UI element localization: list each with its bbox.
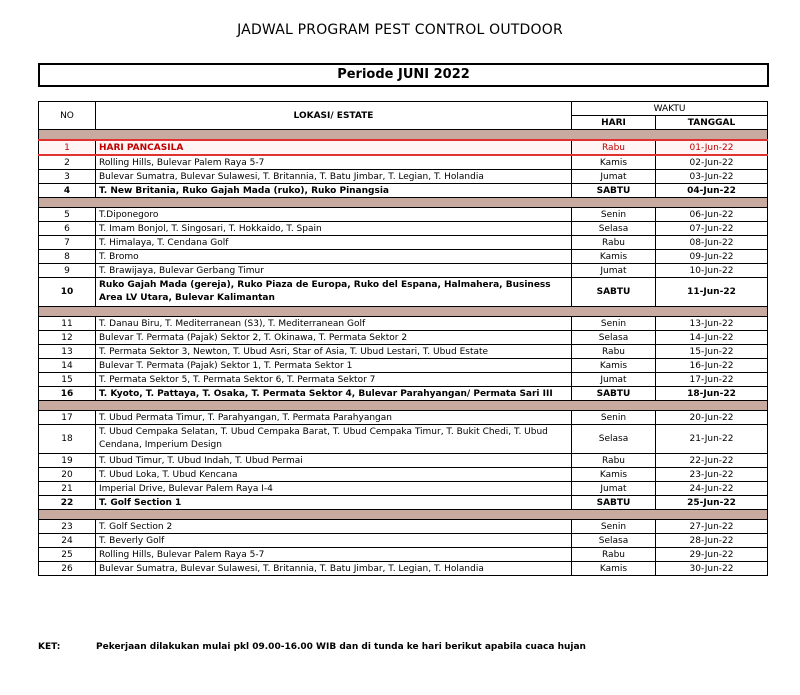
date-cell: 28-Jun-22 [656, 534, 768, 548]
week-separator [39, 198, 768, 208]
row-number-cell: 20 [39, 468, 96, 482]
location-cell: T. Ubud Permata Timur, T. Parahyangan, T. Permata Parahyangan [96, 411, 572, 425]
week-separator [39, 307, 768, 317]
date-cell: 14-Jun-22 [656, 331, 768, 345]
date-cell: 11-Jun-22 [656, 278, 768, 307]
day-cell: SABTU [572, 387, 656, 401]
table-row [39, 534, 768, 548]
table-row [39, 520, 768, 534]
day-cell: Senin [572, 520, 656, 534]
location-cell: Rolling Hills, Bulevar Palem Raya 5-7 [96, 548, 572, 562]
day-cell: Selasa [572, 222, 656, 236]
row-number-cell: 12 [39, 331, 96, 345]
day-cell: Rabu [572, 345, 656, 359]
date-cell: 20-Jun-22 [656, 411, 768, 425]
row-number-cell: 3 [39, 170, 96, 184]
row-number-cell: 14 [39, 359, 96, 373]
row-number-cell: 21 [39, 482, 96, 496]
row-number-cell: 23 [39, 520, 96, 534]
week-separator [39, 130, 768, 141]
separator-cell [39, 198, 768, 208]
table-row [39, 468, 768, 482]
date-cell: 29-Jun-22 [656, 548, 768, 562]
table-row [39, 345, 768, 359]
date-cell: 23-Jun-22 [656, 468, 768, 482]
day-cell: Jumat [572, 373, 656, 387]
document-title: JADWAL PROGRAM PEST CONTROL OUTDOOR [237, 22, 563, 38]
table-row [39, 208, 768, 222]
day-cell: Rabu [572, 454, 656, 468]
date-cell: 10-Jun-22 [656, 264, 768, 278]
day-cell: Jumat [572, 482, 656, 496]
row-number-cell: 24 [39, 534, 96, 548]
table-row [39, 387, 768, 401]
row-number-cell: 8 [39, 250, 96, 264]
note-text: Pekerjaan dilakukan mulai pkl 09.00-16.00 WIB dan di tunda ke hari berikut apabila cuaca hujan [96, 642, 586, 652]
location-cell: T. Ubud Timur, T. Ubud Indah, T. Ubud Permai [96, 454, 572, 468]
header-tanggal: TANGGAL [656, 116, 768, 130]
date-cell: 21-Jun-22 [656, 425, 768, 454]
day-cell: Selasa [572, 534, 656, 548]
date-cell: 24-Jun-22 [656, 482, 768, 496]
date-cell: 27-Jun-22 [656, 520, 768, 534]
header-lokasi: LOKASI/ ESTATE [96, 102, 572, 130]
separator-cell [39, 510, 768, 520]
day-cell: Senin [572, 208, 656, 222]
header-waktu: WAKTU [572, 102, 768, 116]
date-cell: 08-Jun-22 [656, 236, 768, 250]
date-cell: 17-Jun-22 [656, 373, 768, 387]
table-row [39, 482, 768, 496]
day-cell: Kamis [572, 250, 656, 264]
day-cell: Kamis [572, 468, 656, 482]
row-number-cell: 7 [39, 236, 96, 250]
location-cell: T. Brawijaya, Bulevar Gerbang Timur [96, 264, 572, 278]
day-cell: Jumat [572, 170, 656, 184]
day-cell: Selasa [572, 425, 656, 454]
row-number-cell: 6 [39, 222, 96, 236]
row-number-cell: 19 [39, 454, 96, 468]
location-cell: HARI PANCASILA [96, 140, 572, 155]
table-row [39, 184, 768, 198]
header-hari: HARI [572, 116, 656, 130]
date-cell: 04-Jun-22 [656, 184, 768, 198]
table-row [39, 317, 768, 331]
date-cell: 18-Jun-22 [656, 387, 768, 401]
location-cell: T. Bromo [96, 250, 572, 264]
date-cell: 22-Jun-22 [656, 454, 768, 468]
location-cell: Rolling Hills, Bulevar Palem Raya 5-7 [96, 155, 572, 170]
table-row [39, 140, 768, 155]
table-row [39, 548, 768, 562]
location-cell: T. Imam Bonjol, T. Singosari, T. Hokkaido, T. Spain [96, 222, 572, 236]
location-cell: Bulevar T. Permata (Pajak) Sektor 2, T. Okinawa, T. Permata Sektor 2 [96, 331, 572, 345]
row-number-cell: 4 [39, 184, 96, 198]
date-cell: 15-Jun-22 [656, 345, 768, 359]
location-cell: T. New Britania, Ruko Gajah Mada (ruko), Ruko Pinangsia [96, 184, 572, 198]
location-cell: T. Permata Sektor 5, T. Permata Sektor 6, T. Permata Sektor 7 [96, 373, 572, 387]
day-cell: Senin [572, 317, 656, 331]
table-row [39, 155, 768, 170]
date-cell: 06-Jun-22 [656, 208, 768, 222]
row-number-cell: 26 [39, 562, 96, 576]
separator-cell [39, 130, 768, 141]
date-cell: 03-Jun-22 [656, 170, 768, 184]
location-cell: Ruko Gajah Mada (gereja), Ruko Piaza de Europa, Ruko del Espana, Halmahera, Business Area LV Utara, Bulevar Kalimantan [96, 278, 572, 307]
row-number-cell: 5 [39, 208, 96, 222]
day-cell: Senin [572, 411, 656, 425]
location-cell: T. Himalaya, T. Cendana Golf [96, 236, 572, 250]
location-cell: T. Ubud Loka, T. Ubud Kencana [96, 468, 572, 482]
table-row [39, 425, 768, 454]
date-cell: 07-Jun-22 [656, 222, 768, 236]
date-cell: 02-Jun-22 [656, 155, 768, 170]
table-row [39, 496, 768, 510]
date-cell: 01-Jun-22 [656, 140, 768, 155]
day-cell: Rabu [572, 140, 656, 155]
schedule-table [38, 101, 768, 576]
date-cell: 25-Jun-22 [656, 496, 768, 510]
row-number-cell: 15 [39, 373, 96, 387]
location-cell: T. Danau Biru, T. Mediterranean (S3), T. Mediterranean Golf [96, 317, 572, 331]
header-no: NO [39, 102, 96, 130]
table-row [39, 454, 768, 468]
location-cell: Bulevar T. Permata (Pajak) Sektor 1, T. Permata Sektor 1 [96, 359, 572, 373]
date-cell: 16-Jun-22 [656, 359, 768, 373]
week-separator [39, 510, 768, 520]
day-cell: SABTU [572, 278, 656, 307]
location-cell: T. Golf Section 1 [96, 496, 572, 510]
table-row [39, 250, 768, 264]
location-cell: Bulevar Sumatra, Bulevar Sulawesi, T. Britannia, T. Batu Jimbar, T. Legian, T. Holandia [96, 170, 572, 184]
table-row [39, 264, 768, 278]
day-cell: Kamis [572, 562, 656, 576]
day-cell: SABTU [572, 496, 656, 510]
day-cell: Selasa [572, 331, 656, 345]
location-cell: T. Golf Section 2 [96, 520, 572, 534]
row-number-cell: 2 [39, 155, 96, 170]
row-number-cell: 1 [39, 140, 96, 155]
day-cell: SABTU [572, 184, 656, 198]
date-cell: 30-Jun-22 [656, 562, 768, 576]
day-cell: Kamis [572, 155, 656, 170]
location-cell: T.Diponegoro [96, 208, 572, 222]
day-cell: Rabu [572, 548, 656, 562]
row-number-cell: 25 [39, 548, 96, 562]
table-row [39, 562, 768, 576]
day-cell: Jumat [572, 264, 656, 278]
row-number-cell: 16 [39, 387, 96, 401]
location-cell: T. Ubud Cempaka Selatan, T. Ubud Cempaka Barat, T. Ubud Cempaka Timur, T. Bukit Chedi, T. Ubud Cendana, Imperium Design [96, 425, 572, 454]
table-row [39, 170, 768, 184]
schedule-body [39, 130, 768, 576]
separator-cell [39, 307, 768, 317]
row-number-cell: 13 [39, 345, 96, 359]
row-number-cell: 10 [39, 278, 96, 307]
location-cell: T. Beverly Golf [96, 534, 572, 548]
table-row [39, 222, 768, 236]
separator-cell [39, 401, 768, 411]
period-banner: Periode JUNI 2022 [38, 63, 769, 87]
row-number-cell: 9 [39, 264, 96, 278]
location-cell: Imperial Drive, Bulevar Palem Raya I-4 [96, 482, 572, 496]
location-cell: T. Permata Sektor 3, Newton, T. Ubud Asri, Star of Asia, T. Ubud Lestari, T. Ubud Estate [96, 345, 572, 359]
table-row [39, 236, 768, 250]
week-separator [39, 401, 768, 411]
day-cell: Kamis [572, 359, 656, 373]
table-row [39, 359, 768, 373]
row-number-cell: 22 [39, 496, 96, 510]
table-row [39, 331, 768, 345]
date-cell: 09-Jun-22 [656, 250, 768, 264]
row-number-cell: 11 [39, 317, 96, 331]
note-label: KET: [38, 642, 61, 652]
row-number-cell: 17 [39, 411, 96, 425]
date-cell: 13-Jun-22 [656, 317, 768, 331]
table-row [39, 411, 768, 425]
table-row [39, 278, 768, 307]
location-cell: Bulevar Sumatra, Bulevar Sulawesi, T. Britannia, T. Batu Jimbar, T. Legian, T. Holandia [96, 562, 572, 576]
table-row [39, 373, 768, 387]
day-cell: Rabu [572, 236, 656, 250]
location-cell: T. Kyoto, T. Pattaya, T. Osaka, T. Permata Sektor 4, Bulevar Parahyangan/ Permata Sari III [96, 387, 572, 401]
row-number-cell: 18 [39, 425, 96, 454]
